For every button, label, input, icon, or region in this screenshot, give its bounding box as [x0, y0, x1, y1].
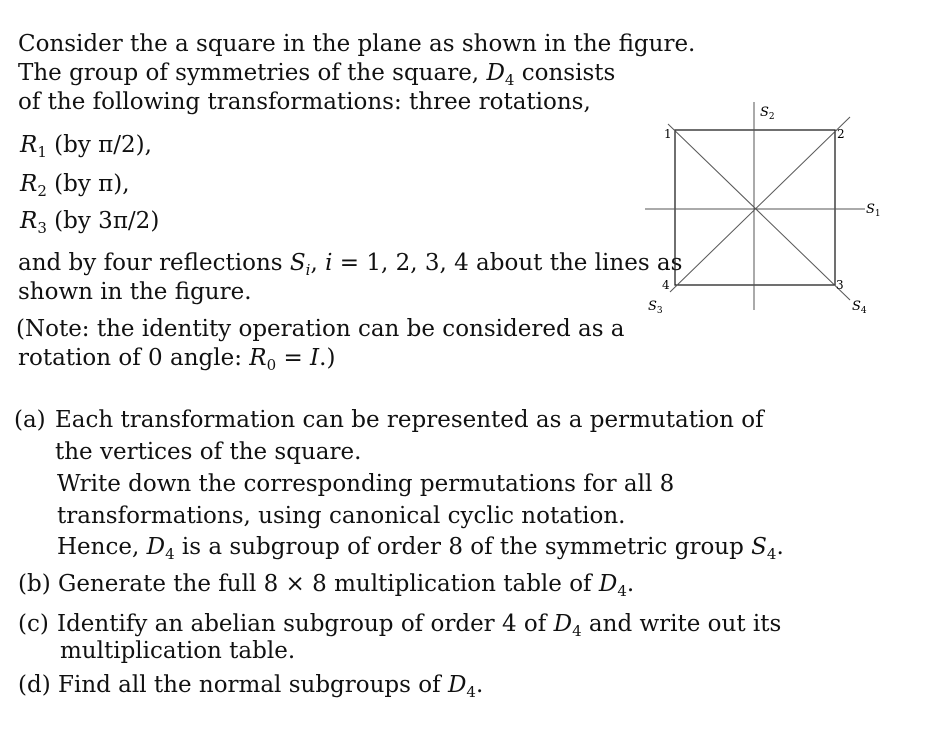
vertex-label-3: 3 — [836, 278, 844, 292]
question-b-line-1: Generate the full 8 × 8 multiplication table of $D_4$. — [58, 571, 635, 600]
vertex-label-1: 1 — [664, 127, 672, 141]
question-c-line-2: multiplication table. — [60, 638, 296, 664]
axis-s4-line — [668, 124, 850, 300]
square-symmetry-figure — [640, 100, 900, 330]
question-b-label: (b) — [18, 571, 51, 597]
reflections-line-2: shown in the figure. — [18, 279, 252, 305]
question-a-line-1: Each transformation can be represented as a permutation of — [55, 407, 764, 433]
rotation-r2: $R_2$ (by π), — [20, 171, 130, 200]
question-d-line-1: Find all the normal subgroups of $D_4$. — [58, 672, 484, 701]
question-d-label: (d) — [18, 672, 51, 698]
question-a-line-5: Hence, $D_4$ is a subgroup of order 8 of the symmetric group $S_4$. — [57, 534, 784, 563]
vertex-label-4: 4 — [662, 278, 670, 292]
intro-line-3: of the following transformations: three rotations, — [18, 89, 591, 115]
axis-label-s4: $S_4$ — [852, 299, 867, 316]
question-c-line-1: Identify an abelian subgroup of order 4 of $D_4$ and write out its — [57, 611, 782, 640]
note-line-2: rotation of 0 angle: $R_0 = I$.) — [18, 345, 336, 374]
axis-label-s1: $S_1$ — [866, 202, 881, 219]
intro-line-2: The group of symmetries of the square, $D_4$ consists — [18, 60, 616, 89]
question-a-label: (a) — [14, 407, 46, 433]
reflections-line-1: and by four reflections $S_i$, i = 1, 2, 3, 4 about the lines as — [18, 250, 683, 279]
vertex-label-2: 2 — [837, 127, 845, 141]
question-a-line-3: Write down the corresponding permutations for all 8 — [57, 471, 675, 497]
axis-label-s2: $S_2$ — [760, 105, 775, 122]
question-c-label: (c) — [18, 611, 49, 637]
intro-line-1: Consider the a square in the plane as shown in the figure. — [18, 31, 696, 57]
axis-label-s3: $S_3$ — [648, 299, 663, 316]
rotation-r1: $R_1$ (by π/2), — [20, 132, 152, 161]
rotation-r3: $R_3$ (by 3π/2) — [20, 208, 160, 237]
axis-s3-line — [670, 117, 850, 292]
question-a-line-2: the vertices of the square. — [55, 439, 362, 465]
question-a-line-4: transformations, using canonical cyclic notation. — [57, 503, 626, 529]
note-line-1: (Note: the identity operation can be considered as a — [16, 316, 625, 342]
